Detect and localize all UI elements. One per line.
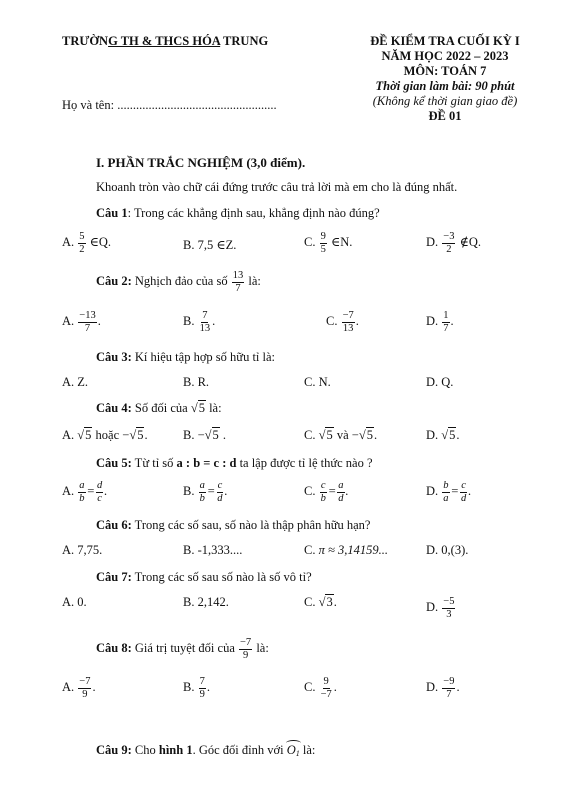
q2-option-d[interactable]: D. $\frac{1}{7}$ . xyxy=(426,310,454,334)
q2-option-b[interactable]: B. $\frac{7}{13}$ . xyxy=(183,310,216,334)
question-9: Câu 9: Cho hình 1. Góc đối đỉnh với $O_1$ là: xyxy=(96,743,316,758)
question-8: Câu 8: Giá trị tuyệt đối của $\frac{-7}{9}$ là: xyxy=(96,637,269,661)
q4-option-d[interactable]: D. √5. xyxy=(426,428,460,442)
q4-option-a[interactable]: A. √5 hoặc −√5. xyxy=(62,428,148,442)
exam-code: ĐỀ 01 xyxy=(428,109,462,123)
q8-option-d[interactable]: D. $\frac{-9}{7}$ . xyxy=(426,676,460,700)
q5-option-c[interactable]: C. $\frac{c}{b}$ = $\frac{a}{d}$ . xyxy=(304,480,349,504)
q6-option-c[interactable]: C. π ≈ 3,14159... xyxy=(304,543,388,557)
q5-option-d[interactable]: D. $\frac{b}{a}$ = $\frac{c}{d}$ . xyxy=(426,480,472,504)
question-2: Câu 2: Nghịch đảo của số $\frac{13}{7}$ là: xyxy=(96,270,261,294)
q6-option-d[interactable]: D. 0,(3). xyxy=(426,543,469,557)
q1-option-b[interactable]: B. 7,5 ∈Z. xyxy=(183,238,237,252)
question-7: Câu 7: Trong các số sau số nào là số vô tỉ? xyxy=(96,570,312,584)
q2-option-c[interactable]: C. $\frac{-7}{13}$ . xyxy=(326,310,359,334)
q8-option-a[interactable]: A. $\frac{-7}{9}$ . xyxy=(62,676,96,700)
question-1: Câu 1: Trong các khẳng định sau, khẳng định nào đúng? xyxy=(96,206,380,220)
q3-option-c[interactable]: C. N. xyxy=(304,375,331,389)
q7-option-d[interactable]: D. $\frac{-5}{3}$ xyxy=(426,596,455,620)
subject: MÔN: TOÁN 7 xyxy=(403,64,487,78)
q7-option-a[interactable]: A. 0. xyxy=(62,595,87,609)
duration: Thời gian làm bài: 90 phút xyxy=(375,79,515,93)
section-instruction: Khoanh tròn vào chữ cái đứng trước câu trả lời mà em cho là đúng nhất. xyxy=(96,180,458,194)
student-name-field[interactable]: Họ và tên: ................................................... xyxy=(62,98,277,112)
q1-option-d[interactable]: D. $\frac{-3}{2}$ ∉Q. xyxy=(426,231,481,255)
q1-option-c[interactable]: C. $\frac{9}{5}$ ∈N. xyxy=(304,231,353,255)
school-name: TRƯỜNG TH & THCS HÓA TRUNG xyxy=(62,34,269,48)
q5-option-a[interactable]: A. $\frac{a}{b}$ = $\frac{d}{c}$ . xyxy=(62,480,108,504)
q8-option-b[interactable]: B. $\frac{7}{9}$ . xyxy=(183,676,210,700)
q4-option-c[interactable]: C. √5 và −√5. xyxy=(304,428,378,442)
q3-option-b[interactable]: B. R. xyxy=(183,375,210,389)
question-5: Câu 5: Từ tỉ số a : b = c : d ta lập được tỉ lệ thức nào ? xyxy=(96,456,373,470)
duration-note: (Không kể thời gian giao đề) xyxy=(372,94,518,108)
question-3: Câu 3: Kí hiệu tập hợp số hữu tỉ là: xyxy=(96,350,276,364)
q8-option-c[interactable]: C. $\frac{9}{-7}$ . xyxy=(304,676,337,700)
school-year: NĂM HỌC 2022 – 2023 xyxy=(381,49,509,63)
q6-option-b[interactable]: B. -1,333.... xyxy=(183,543,243,557)
q5-option-b[interactable]: B. $\frac{a}{b}$ = $\frac{c}{d}$ . xyxy=(183,480,228,504)
section-title: I. PHẦN TRẮC NGHIỆM (3,0 điểm). xyxy=(96,155,306,170)
question-4: Câu 4: Số đối của √5 là: xyxy=(96,401,222,415)
q7-option-c[interactable]: C. √3. xyxy=(304,595,337,609)
angle-o1: $O_1$ xyxy=(286,743,300,758)
q3-option-a[interactable]: A. Z. xyxy=(62,375,89,389)
q3-option-d[interactable]: D. Q. xyxy=(426,375,454,389)
exam-title: ĐỀ KIỂM TRA CUỐI KỲ I xyxy=(370,34,520,48)
q1-option-a[interactable]: A. $\frac{5}{2}$ ∈Q. xyxy=(62,231,112,255)
q4-option-b[interactable]: B. −√5 . xyxy=(183,428,227,442)
q6-option-a[interactable]: A. 7,75. xyxy=(62,543,103,557)
q7-option-b[interactable]: B. 2,142. xyxy=(183,595,229,609)
question-6: Câu 6: Trong các số sau, số nào là thập phân hữu hạn? xyxy=(96,518,371,532)
q2-option-a[interactable]: A. $\frac{-13}{7}$ . xyxy=(62,310,101,334)
